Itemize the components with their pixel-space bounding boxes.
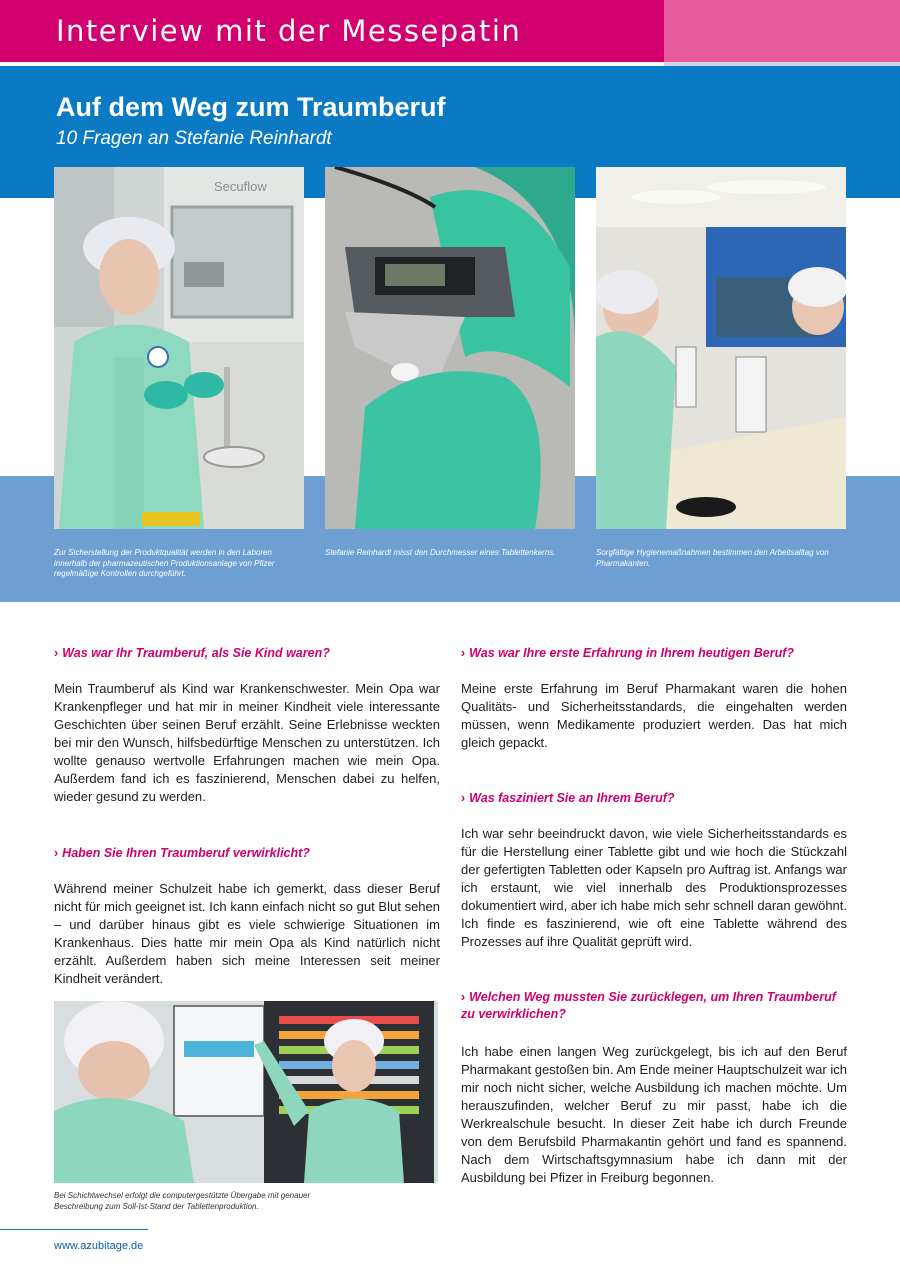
chevron-right-icon: › <box>54 646 59 660</box>
interview-question: › Haben Sie Ihren Traumberuf verwirklicht? <box>54 846 310 860</box>
interview-question: › Welchen Weg mussten Sie zurücklegen, um Ihren Traumberuf zu verwirklichen? <box>461 990 836 1021</box>
footer-rule <box>0 1229 148 1230</box>
interview-answer: Ich war sehr beeindruckt davon, wie viele Sicherheitsstandards es für die Herstellung einer Tablette gibt und wie hoch die Stückzahl der gefertigten Tabletten oder Kapseln pro Auftrag ist. Anfangs war ich erstaunt, wie viel innerhalb des Produktionsprozesses dokumentiert wird, aber ich habe mich sehr schnell daran gewöhnt. Ich finde es faszinierend, wie oft eine Tablette während des Prozesses auf ihre Qualität geprüft wird. <box>461 826 847 949</box>
secuflow-label: Secuflow <box>214 179 267 194</box>
interview-question: › Was war Ihr Traumberuf, als Sie Kind waren? <box>54 646 330 660</box>
interview-answer: Ich habe einen langen Weg zurückgelegt, bis ich auf den Beruf Pharmakant gestoßen bin. Am Ende meiner Hauptschulzeit war ich mir noch nicht sicher, welche Ausbildung ich machen möchte. Um herauszufinden, welcher Beruf zu mir passt, habe ich die Werkrealschule besucht. In dieser Zeit habe ich durch Freunde von dem Berufsbild Pharmakantin gehört und fand es spannend. Nach dem Wirtschaftsgymnasium habe ich dann mit der Ausbildung bei Pfizer in Freiburg begonnen. <box>461 1044 847 1185</box>
footer-website-link[interactable]: www.azubitage.de <box>54 1240 144 1252</box>
chevron-right-icon: › <box>461 791 466 805</box>
photo-caption: Zur Sicherstellung der Produktqualität werden in den Laboren innerhalb der pharmazeutischen Produktionsanlage von Pfizer regelmäßige Kontrollen durchgeführt. <box>54 548 275 578</box>
photo-caption: Stefanie Reinhardt misst den Durchmesser eines Tablettenkerns. <box>325 548 556 557</box>
photo-hygiene-washroom <box>596 167 846 529</box>
interview-question: › Was war Ihre erste Erfahrung in Ihrem heutigen Beruf? <box>461 646 795 660</box>
interview-answer: Meine erste Erfahrung im Beruf Pharmakant waren die hohen Qualitäts- und Sicherheitsstandards, die eingehalten werden müssen, wenn Medikamente produziert werden. Das hat mich gleich gepackt. <box>461 681 847 750</box>
page-headline: Auf dem Weg zum Traumberuf <box>56 92 446 122</box>
chevron-right-icon: › <box>461 990 466 1004</box>
chevron-right-icon: › <box>54 846 59 860</box>
interview-answer: Mein Traumberuf als Kind war Krankenschwester. Mein Opa war Krankenpfleger und hat mir in meiner Kindheit viele interessante Geschichten über seinen Beruf erzählt. Seine Erlebnisse weckten bei mir den Wunsch, hilfsbedürftige Menschen zu unterstützen. Ich wollte genauso wertvolle Erfahrungen machen wie mein Opa. Außerdem fand ich es faszinierend, Menschen dabei zu helfen, wieder gesund zu werden. <box>54 681 440 804</box>
photo-lab-quality-control <box>54 167 304 529</box>
photo-caption: Sorgfältige Hygienemaßnahmen bestimmen den Arbeitsalltag von Pharmakanten. <box>596 548 829 568</box>
banner-accent <box>664 0 900 62</box>
chevron-right-icon: › <box>461 646 466 660</box>
photo-tablet-measurement <box>325 167 575 529</box>
photo-shift-handover <box>54 1001 438 1183</box>
interview-answer: Während meiner Schulzeit habe ich gemerkt, dass dieser Beruf nicht für mich geeignet ist. Ich kann einfach nicht so gut Blut sehen – und darüber hinaus gibt es viele schwierige Situationen im Krankenhaus. Dies hatte mir mein Opa als Kind natürlich nicht erzählt. Außerdem haben sich meine Interessen seit meiner Kindheit verändert. <box>54 881 440 986</box>
photo-caption: Bei Schichtwechsel erfolgt die computergestützte Übergabe mit genauer Beschreibung zum Soll-Ist-Stand der Tablettenproduktion. <box>54 1191 311 1211</box>
interview-question: › Was fasziniert Sie an Ihrem Beruf? <box>461 791 675 805</box>
page-subheadline: 10 Fragen an Stefanie Reinhardt <box>56 128 332 149</box>
banner-title: Interview mit der Messepatin <box>56 14 522 48</box>
